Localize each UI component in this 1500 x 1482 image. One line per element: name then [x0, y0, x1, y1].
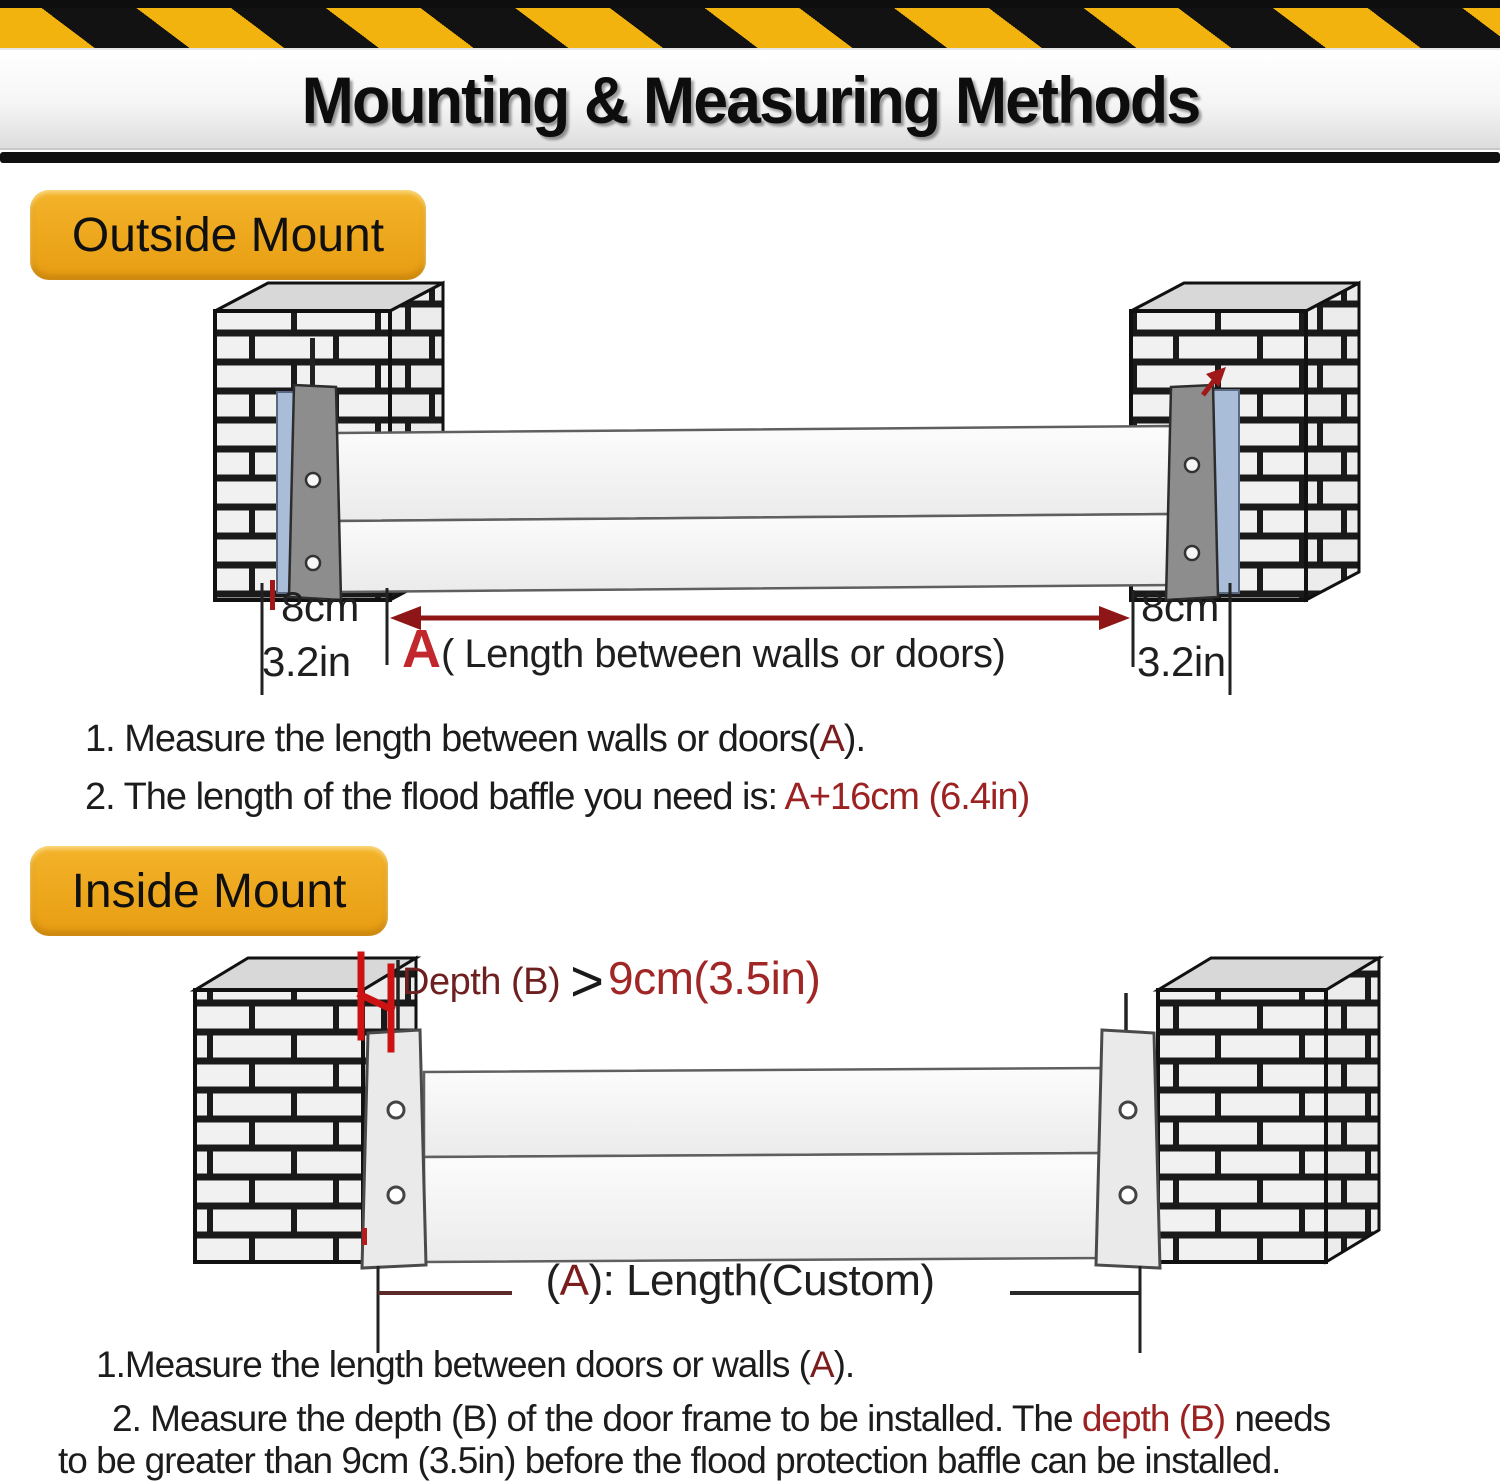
- length-label-open: (: [545, 1256, 560, 1305]
- inside-mount-badge: [30, 846, 388, 936]
- inside-step-2-tail: needs: [1225, 1398, 1331, 1439]
- inside-step-2-continued: to be greater than 9cm (3.5in) before the flood protection baffle can be installed.: [58, 1440, 1281, 1481]
- dim-right-cm: 8cm: [1141, 583, 1219, 630]
- inside-mount-badge-label: Inside Mount: [71, 864, 347, 918]
- inside-step-1-text: 1.Measure the length between doors or walls (: [96, 1344, 810, 1385]
- flood-barrier-panels: [336, 426, 1172, 592]
- dim-right-in: 3.2in: [1137, 638, 1226, 685]
- span-length-label: [402, 618, 1005, 680]
- outside-step-2-highlight: A+16cm (6.4in): [784, 776, 1030, 818]
- outside-mount-badge-label: Outside Mount: [71, 208, 385, 262]
- hazard-stripe-banner: [0, 8, 1500, 50]
- outside-step-2-text: 2. The length of the flood baffle you need is:: [85, 776, 785, 818]
- inside-step-1-tail: ).: [833, 1344, 855, 1385]
- outside-step-1: [85, 718, 1029, 761]
- brick-pillar-right: [1158, 958, 1379, 1262]
- outside-step-1-text: 1. Measure the length between walls or doors(: [85, 718, 820, 760]
- outside-step-1-tail: ).: [843, 718, 866, 760]
- depth-label-text: Depth (B): [402, 961, 561, 1003]
- custom-length-label: [480, 1256, 1000, 1306]
- dim-left-cm: 8cm: [281, 583, 359, 630]
- length-label-text: ): Length(Custom): [588, 1256, 935, 1305]
- mount-bracket-right: [1096, 993, 1160, 1268]
- title-underbar: [0, 152, 1500, 163]
- hazard-top-line: [0, 0, 1500, 8]
- outside-mount-steps: [85, 718, 1029, 834]
- outside-step-2: [85, 776, 1029, 819]
- inside-step-2: [112, 1398, 1330, 1440]
- inside-step-1: [96, 1344, 854, 1386]
- red-tick: [270, 580, 275, 610]
- depth-value: 9cm(3.5in): [608, 952, 821, 1004]
- outside-step-1-highlight: A: [819, 718, 844, 760]
- dim-left-in: 3.2in: [262, 638, 351, 685]
- flood-barrier-panels: [424, 1068, 1104, 1262]
- inside-step-1-highlight: A: [809, 1344, 834, 1385]
- outside-mount-badge: [30, 190, 426, 280]
- span-length-letter: A: [402, 619, 441, 679]
- greater-than-symbol: >: [570, 949, 604, 1014]
- inside-step-2-text: 2. Measure the depth (B) of the door frame to be installed. The: [112, 1398, 1082, 1439]
- span-length-text: ( Length between walls or doors): [441, 632, 1006, 676]
- inside-step-2-highlight: depth (B): [1081, 1398, 1226, 1439]
- page-title: Mounting & Measuring Methods: [301, 63, 1199, 137]
- length-label-letter: A: [559, 1256, 589, 1305]
- depth-requirement-label: [402, 948, 820, 1015]
- title-band: [0, 52, 1500, 150]
